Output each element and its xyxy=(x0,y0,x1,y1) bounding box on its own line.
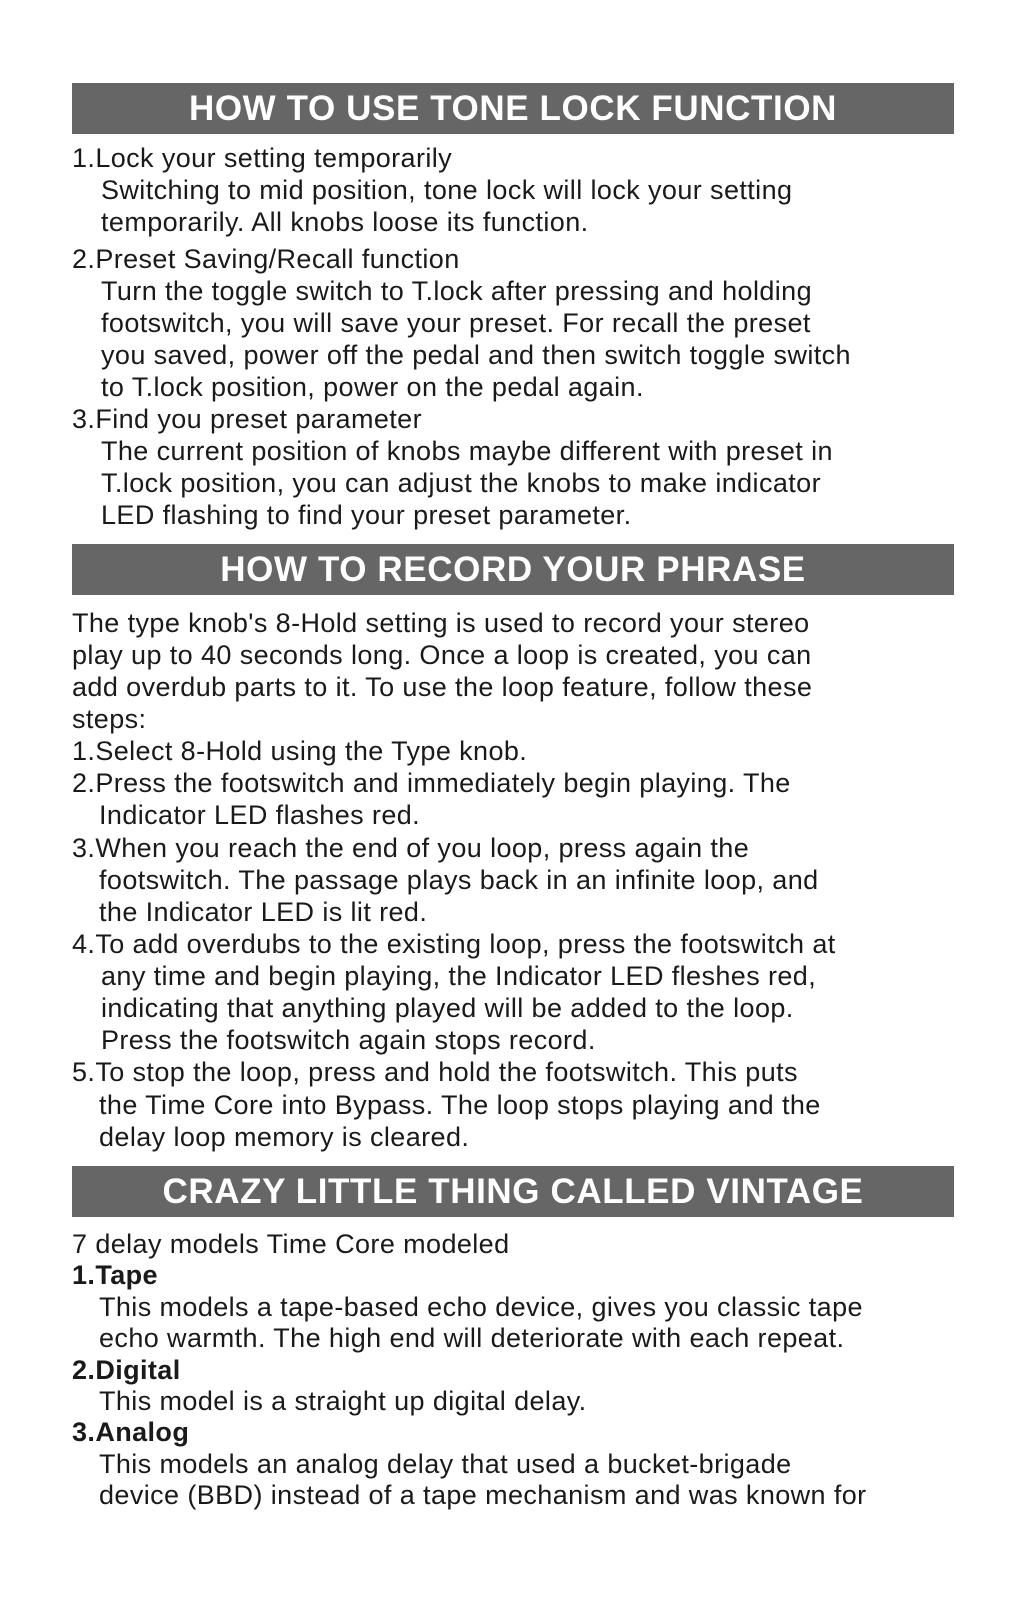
list-item: 4.To add overdubs to the existing loop, press the footswitch at xyxy=(72,929,836,959)
body-text-line: 7 delay models Time Core modeled xyxy=(72,1229,510,1259)
body-text-line: The type knob's 8-Hold setting is used to record your stereo xyxy=(72,608,810,638)
list-item-title: 1.Lock your setting temporarily xyxy=(72,143,453,173)
model-title-tape: 1.Tape xyxy=(72,1260,158,1290)
body-text-line: indicating that anything played will be added to the loop. xyxy=(101,993,794,1023)
body-text-line: Press the footswitch again stops record. xyxy=(101,1025,596,1055)
body-text-line: temporarily. All knobs loose its function. xyxy=(101,207,589,237)
model-title-digital: 2.Digital xyxy=(72,1355,181,1385)
body-text-line: echo warmth. The high end will deteriorate with each repeat. xyxy=(99,1323,845,1353)
body-text-line: the Indicator LED is lit red. xyxy=(99,897,428,927)
section-heading-tone-lock: HOW TO USE TONE LOCK FUNCTION xyxy=(72,83,954,134)
section-heading-vintage: CRAZY LITTLE THING CALLED VINTAGE xyxy=(72,1166,954,1217)
model-title-analog: 3.Analog xyxy=(72,1417,190,1447)
body-text-line: to T.lock position, power on the pedal again. xyxy=(101,372,644,402)
body-text-line: This models a tape-based echo device, gives you classic tape xyxy=(99,1292,863,1322)
list-item: 5.To stop the loop, press and hold the footswitch. This puts xyxy=(72,1057,798,1087)
list-item-title: 3.Find you preset parameter xyxy=(72,404,422,434)
body-text-line: Switching to mid position, tone lock will lock your setting xyxy=(101,175,793,205)
body-text-line: Turn the toggle switch to T.lock after pressing and holding xyxy=(101,276,812,306)
body-text-line: This model is a straight up digital delay. xyxy=(99,1386,587,1416)
body-text-line: play up to 40 seconds long. Once a loop is created, you can xyxy=(72,640,812,670)
body-text-line: This models an analog delay that used a bucket-brigade xyxy=(99,1449,792,1479)
body-text-line: any time and begin playing, the Indicator LED fleshes red, xyxy=(101,961,817,991)
list-item: 3.When you reach the end of you loop, press again the xyxy=(72,833,750,863)
body-text-line: T.lock position, you can adjust the knobs to make indicator xyxy=(101,468,821,498)
list-item: 2.Press the footswitch and immediately begin playing. The xyxy=(72,768,791,798)
body-text-line: delay loop memory is cleared. xyxy=(99,1122,470,1152)
body-text-line: LED flashing to find your preset parameter. xyxy=(101,500,632,530)
list-item-title: 2.Preset Saving/Recall function xyxy=(72,244,460,274)
body-text-line: device (BBD) instead of a tape mechanism and was known for xyxy=(99,1480,867,1510)
list-item: 1.Select 8-Hold using the Type knob. xyxy=(72,736,528,766)
body-text-line: add overdub parts to it. To use the loop feature, follow these xyxy=(72,672,813,702)
body-text-line: the Time Core into Bypass. The loop stops playing and the xyxy=(99,1090,821,1120)
body-text-line: footswitch, you will save your preset. For recall the preset xyxy=(101,308,811,338)
section-heading-record-phrase: HOW TO RECORD YOUR PHRASE xyxy=(72,544,954,595)
body-text-line: The current position of knobs maybe different with preset in xyxy=(101,436,833,466)
body-text-line: you saved, power off the pedal and then switch toggle switch xyxy=(101,340,851,370)
body-text-line: Indicator LED flashes red. xyxy=(99,800,421,830)
body-text-line: footswitch. The passage plays back in an infinite loop, and xyxy=(99,865,819,895)
body-text-line: steps: xyxy=(72,704,147,734)
